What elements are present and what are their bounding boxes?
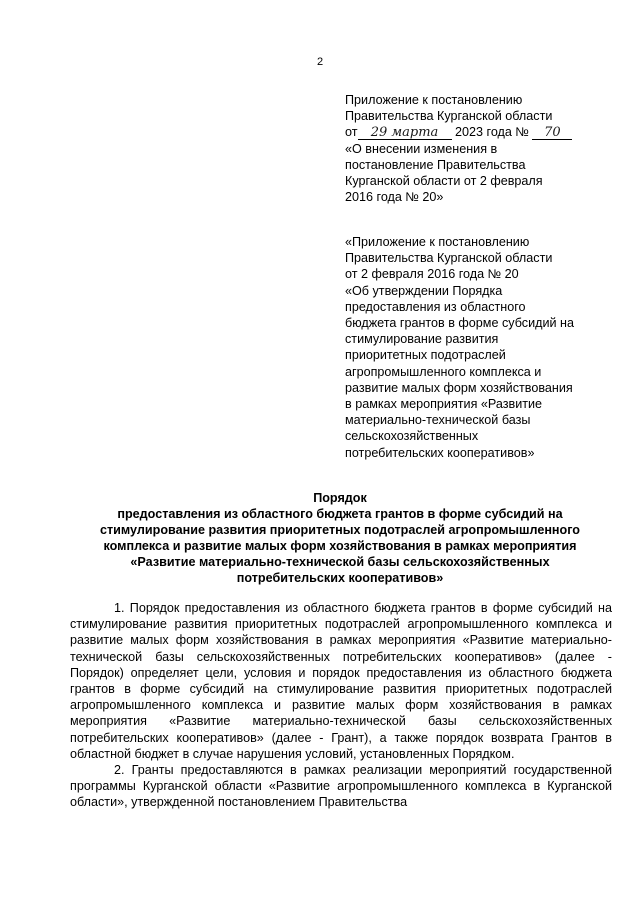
appendix-line: сельскохозяйственных	[345, 429, 479, 444]
title-line: предоставления из областного бюджета грантов в форме субсидий на	[117, 507, 563, 521]
appendix-line: Правительства Курганской области	[345, 251, 553, 266]
appendix-line: от 2 февраля 2016 года № 20	[345, 267, 519, 282]
title-line: потребительских кооперативов»	[236, 571, 444, 585]
appendix-line: «О внесении изменения в	[345, 141, 498, 156]
appendix-line: 2016 года № 20»	[345, 190, 444, 205]
document-title	[40, 490, 640, 586]
paragraph-1	[70, 600, 612, 762]
handwritten-number: 70	[532, 126, 572, 140]
appendix-line: «Приложение к постановлению	[345, 235, 530, 249]
year-text: 2023 года №	[455, 125, 529, 140]
date-prefix: от	[345, 125, 358, 140]
appendix-line: Курганской области от 2 февраля	[345, 174, 543, 189]
document-body	[70, 600, 612, 811]
paragraph-2	[70, 762, 612, 811]
appendix-line: бюджета грантов в форме субсидий на	[345, 316, 574, 331]
appendix-line: развитие малых форм хозяйствования	[345, 380, 573, 395]
handwritten-date: 29 марта	[358, 126, 452, 140]
title-heading: Порядок	[313, 491, 367, 505]
appendix-line: приоритетных подотраслей	[345, 348, 506, 363]
appendix-line: Правительства Курганской области	[345, 109, 553, 124]
appendix-header-original	[345, 234, 625, 461]
page-number: 2	[316, 56, 324, 68]
title-line: стимулирование развития приоритетных подотраслей агропромышленного	[99, 523, 581, 537]
appendix-line: агропромышленного комплекса и	[345, 364, 542, 379]
paragraph-text: 1. Порядок предоставления из областного бюджета грантов в форме субсидий на стимулирование развития приоритетных подотраслей агропромышленного комплекса и развитие малых форм хозяйствования в рамках мероприятия «Развитие материально-технической базы сельскохозяйственных потребительских кооперативов» (далее - Порядок) определяет цели, условия и порядок предоставления из областного бюджета грантов в форме субсидий на стимулирование развития приоритетных подотраслей агропромышленного комплекса и развитие малых форм хозяйствования в рамках мероприятия «Развитие материально-технической базы сельскохозяйственных потребительских кооперативов» (далее - Грант), а также порядок возврата Грантов в областной бюджет в случае нарушения условий, установленных Порядком.	[70, 601, 612, 761]
appendix-line: «Об утверждении Порядка	[345, 283, 503, 298]
appendix-date-line	[345, 124, 625, 140]
appendix-line: материально-технической базы	[345, 413, 531, 428]
appendix-header-amendment	[345, 92, 625, 205]
title-line: комплекса и развитие малых форм хозяйствования в рамках мероприятия	[103, 539, 577, 553]
appendix-line: стимулирование развития	[345, 332, 499, 347]
appendix-line: постановление Правительства	[345, 157, 526, 172]
paragraph-text: 2. Гранты предоставляются в рамках реализации мероприятий государственной программы Курганской области «Развитие агропромышленного комплекса в Курганской области», утвержденной постановлением Правительства	[70, 763, 612, 810]
appendix-line: Приложение к постановлению	[345, 93, 523, 107]
title-line: «Развитие материально-технической базы сельскохозяйственных	[130, 555, 550, 569]
appendix-line: в рамках мероприятия «Развитие	[345, 397, 543, 412]
appendix-line: потребительских кооперативов»	[345, 445, 535, 460]
appendix-line: предоставления из областного	[345, 299, 526, 314]
